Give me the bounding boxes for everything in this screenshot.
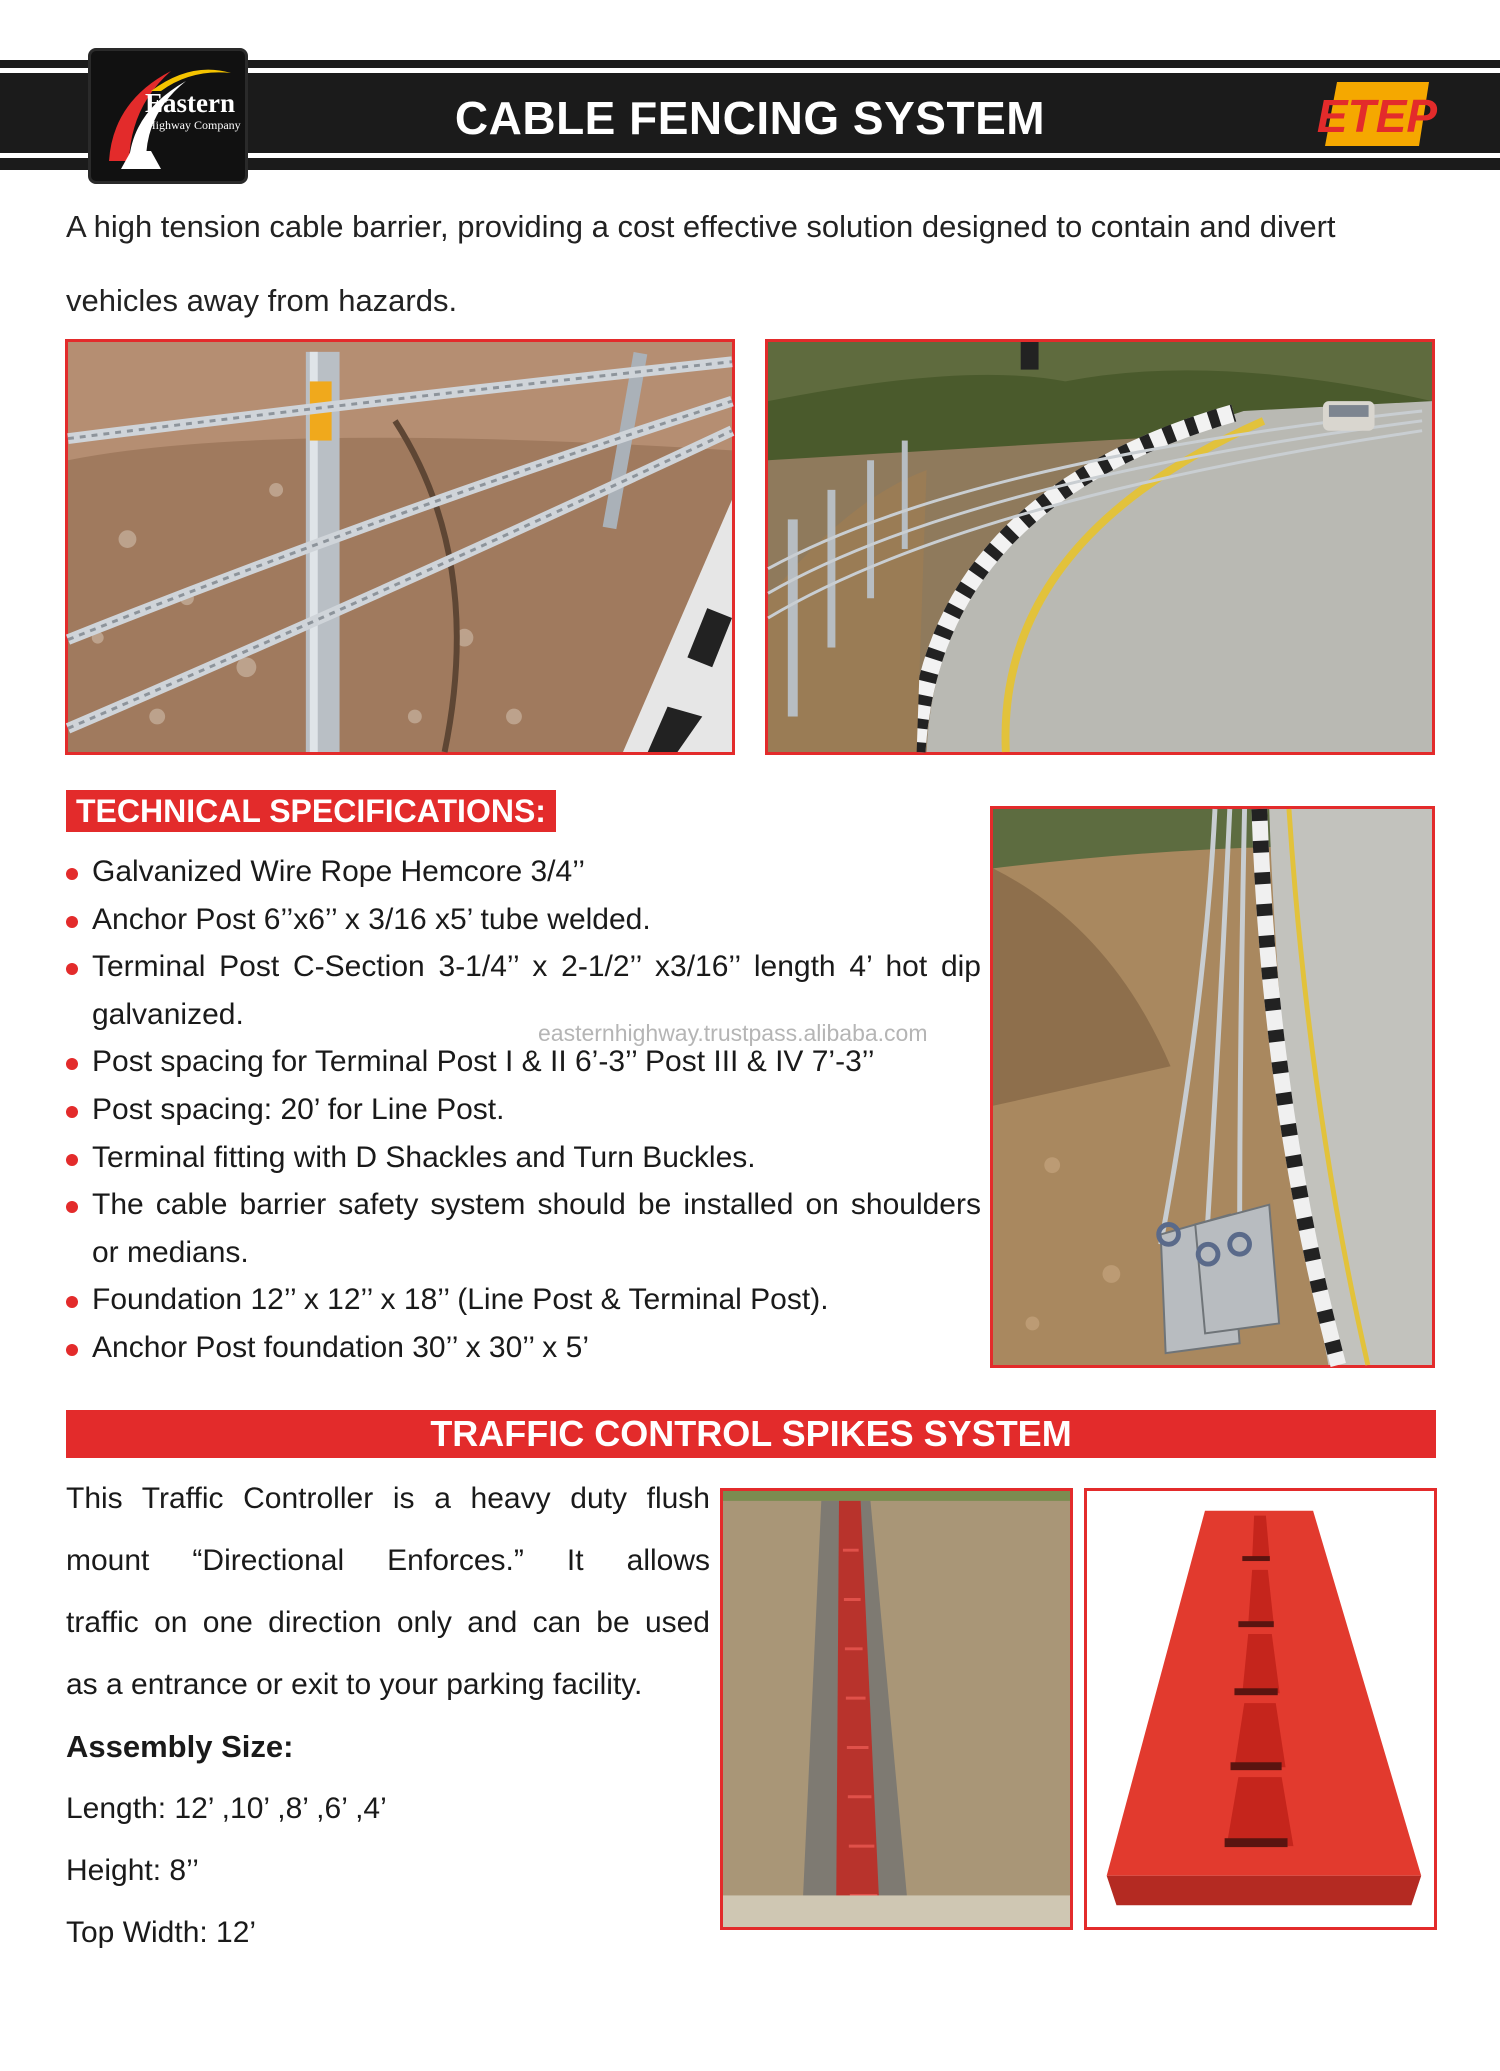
traffic-description [66, 1468, 710, 1654]
logo-name: Eastern [145, 88, 235, 118]
bullet-icon [66, 916, 78, 928]
assembly-size-heading: Assembly Size: [66, 1729, 294, 1764]
technical-specs-heading: TECHNICAL SPECIFICATIONS: [66, 790, 556, 832]
anchor-turnbuckle-photo [990, 806, 1435, 1368]
bullet-icon [66, 1296, 78, 1308]
traffic-desc-line: mount “Directional Enforces.” It allows [66, 1544, 710, 1577]
spec-item: Anchor Post 6’’x6’’ x 3/16 x5’ tube welded. [66, 896, 981, 944]
cable-fence-closeup-photo [65, 339, 735, 755]
intro-text [66, 190, 1446, 338]
bullet-icon [66, 963, 78, 975]
spec-item: Anchor Post foundation 30’’ x 30’’ x 5’ [66, 1324, 981, 1372]
traffic-spikes-heading: TRAFFIC CONTROL SPIKES SYSTEM [66, 1410, 1436, 1458]
installed-spikes-photo [720, 1488, 1073, 1930]
spec-item: Terminal fitting with D Shackles and Turn Buckles. [66, 1134, 981, 1182]
page-title: CABLE FENCING SYSTEM [454, 92, 1046, 144]
height-spec: Height: 8’’ [66, 1854, 199, 1887]
intro-line-2: vehicles away from hazards. [66, 283, 458, 318]
spec-item: Foundation 12’’ x 12’’ x 18’’ (Line Post & Terminal Post). [66, 1276, 981, 1324]
bullet-icon [66, 1058, 78, 1070]
bullet-icon [66, 1154, 78, 1166]
bullet-icon [66, 868, 78, 880]
curved-road-barrier-photo [765, 339, 1435, 755]
bullet-icon [66, 1201, 78, 1213]
spec-item: Galvanized Wire Rope Hemcore 3/4’’ [66, 848, 981, 896]
etep-logo [1316, 78, 1438, 150]
logo-tagline: Highway Company [147, 118, 241, 132]
spike-unit-product-photo [1084, 1488, 1437, 1930]
watermark: easternhighway.trustpass.alibaba.com [538, 1020, 928, 1046]
intro-line-1: A high tension cable barrier, providing a cost effective solution designed to contain and divert [66, 209, 1336, 244]
traffic-desc-line: This Traffic Controller is a heavy duty flush [66, 1482, 710, 1515]
spec-item: The cable barrier safety system should be installed on shoulders or medians. [66, 1181, 981, 1276]
traffic-desc-line: as a entrance or exit to your parking facility. [66, 1668, 643, 1701]
traffic-desc-line: traffic on one direction only and can be used [66, 1606, 710, 1639]
technical-specs-list [66, 848, 981, 1372]
spec-item: Post spacing for Terminal Post I & II 6’-3’’ Post III & IV 7’-3’’ [66, 1038, 981, 1086]
top-width-spec: Top Width: 12’ [66, 1916, 257, 1949]
bullet-icon [66, 1106, 78, 1118]
spec-item: Terminal Post C-Section 3-1/4’’ x 2-1/2’’ x3/16’’ length 4’ hot dip galvanized. [66, 943, 981, 1038]
bullet-icon [66, 1344, 78, 1356]
svg-text:ETEP: ETEP [1316, 90, 1438, 142]
spec-item: Post spacing: 20’ for Line Post. [66, 1086, 981, 1134]
length-spec: Length: 12’ ,10’ ,8’ ,6’ ,4’ [66, 1792, 387, 1825]
